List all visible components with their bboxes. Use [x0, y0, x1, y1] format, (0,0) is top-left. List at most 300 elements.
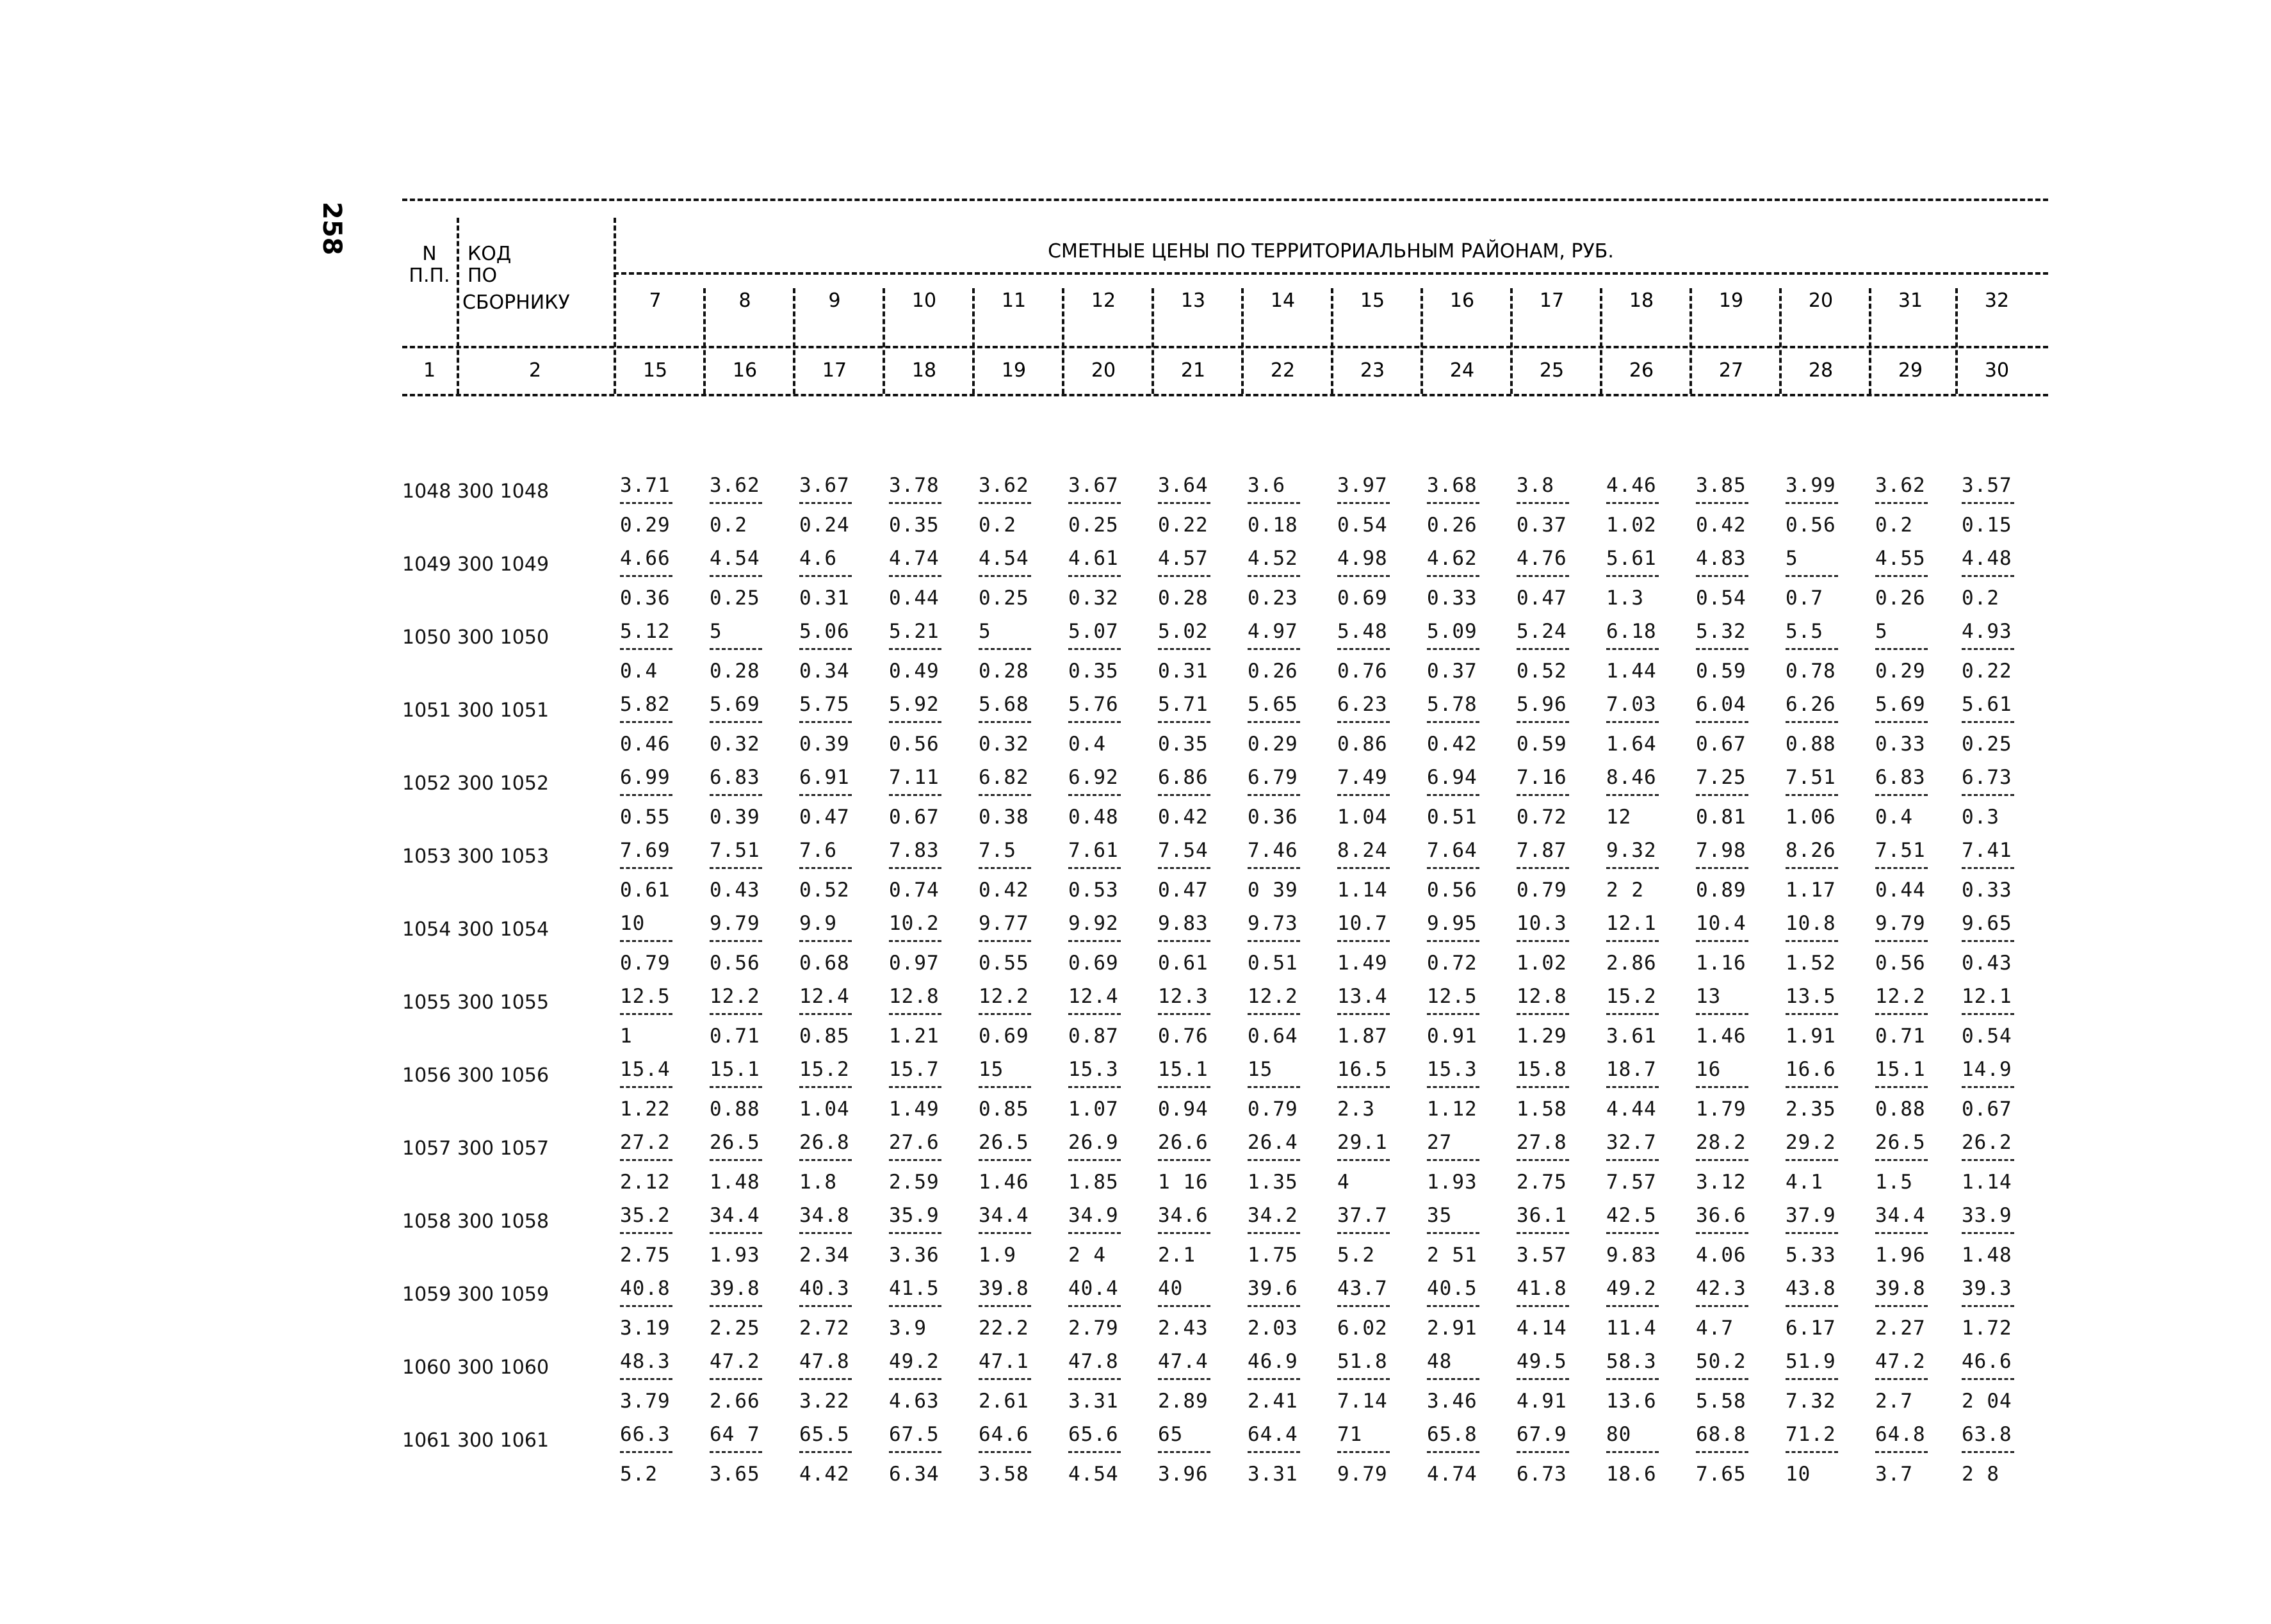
price-component: 1.79: [1696, 1098, 1746, 1121]
fraction-bar: [979, 502, 1031, 504]
column-number: 19: [1001, 359, 1027, 382]
price-component: 0.22: [1158, 514, 1209, 537]
price-component: 0.54: [1962, 1025, 2012, 1048]
header-divider: [793, 288, 795, 394]
estimated-price: 26.6: [1158, 1131, 1209, 1154]
row-label: 1057 300 1057: [402, 1137, 549, 1160]
price-cell: [1962, 1423, 2039, 1496]
price-component: 0.88: [1875, 1098, 1926, 1121]
price-cell: [1786, 1058, 1862, 1131]
price-component: 1.06: [1786, 806, 1836, 829]
price-component: 0.39: [799, 733, 850, 756]
header-top-rule: [402, 199, 2048, 201]
table-row: [402, 1058, 2048, 1131]
estimated-price: 35.2: [620, 1204, 671, 1227]
estimated-price: 47.2: [710, 1350, 760, 1373]
estimated-price: 6.04: [1696, 693, 1746, 716]
fraction-bar: [620, 721, 672, 723]
page-number: 258: [317, 202, 346, 256]
price-cell: [1517, 912, 1593, 985]
column-number: 26: [1629, 359, 1654, 382]
fraction-bar: [620, 1451, 672, 1453]
price-component: 3.96: [1158, 1463, 1209, 1486]
fraction-bar: [1606, 502, 1659, 504]
price-component: 0.56: [889, 733, 940, 756]
fraction-bar: [799, 648, 852, 650]
fraction-bar: [889, 1305, 941, 1307]
district-column-header: 7: [649, 289, 662, 312]
fraction-bar: [799, 940, 852, 942]
price-cell: [710, 1131, 786, 1204]
district-column-header: 32: [1984, 289, 2010, 312]
price-component: 3.9: [889, 1317, 927, 1340]
estimated-price: 7.25: [1696, 766, 1746, 789]
price-component: 2.41: [1248, 1390, 1298, 1413]
estimated-price: 6.83: [710, 766, 760, 789]
estimated-price: 42.3: [1696, 1277, 1746, 1300]
price-cell: [1786, 766, 1862, 839]
price-cell: [1606, 1423, 1683, 1496]
fraction-bar: [1248, 1451, 1300, 1453]
fraction-bar: [1696, 1232, 1748, 1234]
price-component: 2.34: [799, 1244, 850, 1267]
price-component: 3.12: [1696, 1171, 1746, 1194]
column-number: 21: [1180, 359, 1206, 382]
price-component: 2.3: [1337, 1098, 1375, 1121]
row-label: 1059 300 1059: [402, 1283, 549, 1306]
fraction-bar: [1517, 502, 1569, 504]
fraction-bar: [799, 1232, 852, 1234]
price-cell: [889, 1423, 966, 1496]
price-cell: [1786, 985, 1862, 1058]
fraction-bar: [1962, 1451, 2014, 1453]
fraction-bar: [799, 1451, 852, 1453]
column-number: 28: [1808, 359, 1834, 382]
price-cell: [799, 1131, 876, 1204]
fraction-bar: [1606, 1086, 1659, 1088]
fraction-bar: [799, 1086, 852, 1088]
fraction-bar: [620, 1159, 672, 1161]
fraction-bar: [710, 1159, 762, 1161]
fraction-bar: [1786, 1086, 1838, 1088]
price-cell: [620, 693, 697, 766]
fraction-bar: [710, 867, 762, 869]
fraction-bar: [1517, 1232, 1569, 1234]
estimated-price: 47.8: [1068, 1350, 1119, 1373]
price-component: 0.29: [1248, 733, 1298, 756]
price-component: 1.16: [1696, 952, 1746, 975]
district-column-header: 15: [1360, 289, 1385, 312]
price-component: 1.58: [1517, 1098, 1567, 1121]
price-cell: [979, 1131, 1055, 1204]
table-row: [402, 985, 2048, 1058]
fraction-bar: [1962, 721, 2014, 723]
fraction-bar: [1517, 1378, 1569, 1380]
estimated-price: 65: [1158, 1423, 1184, 1446]
fraction-bar: [620, 1013, 672, 1015]
district-column-header: 31: [1898, 289, 1923, 312]
price-component: 1.46: [979, 1171, 1029, 1194]
price-component: 0.72: [1517, 806, 1567, 829]
price-cell: [1606, 1131, 1683, 1204]
fraction-bar: [979, 1305, 1031, 1307]
estimated-price: 4.54: [979, 547, 1029, 570]
estimated-price: 39.8: [979, 1277, 1029, 1300]
price-cell: [1337, 912, 1414, 985]
fraction-bar: [710, 794, 762, 796]
price-component: 0.89: [1696, 879, 1746, 902]
fraction-bar: [1068, 1378, 1121, 1380]
price-cell: [620, 912, 697, 985]
price-component: 0.2: [1962, 587, 1999, 610]
price-cell: [1786, 1204, 1862, 1277]
estimated-price: 7.5: [979, 839, 1016, 862]
column-number: 24: [1449, 359, 1475, 382]
estimated-price: 10.7: [1337, 912, 1388, 935]
col-num-label-line2: П.П.: [409, 264, 450, 287]
price-cell: [889, 912, 966, 985]
fraction-bar: [1606, 1305, 1659, 1307]
price-cell: [1427, 1131, 1504, 1204]
estimated-price: 5.68: [979, 693, 1029, 716]
price-cell: [1606, 547, 1683, 620]
fraction-bar: [1696, 1086, 1748, 1088]
fraction-bar: [1068, 1232, 1121, 1234]
estimated-price: 39.8: [1875, 1277, 1926, 1300]
estimated-price: 34.6: [1158, 1204, 1209, 1227]
fraction-bar: [1696, 648, 1748, 650]
fraction-bar: [1517, 867, 1569, 869]
price-component: 2.79: [1068, 1317, 1119, 1340]
estimated-price: 5.96: [1517, 693, 1567, 716]
fraction-bar: [979, 1451, 1031, 1453]
price-component: 0.52: [1517, 660, 1567, 683]
estimated-price: 34.2: [1248, 1204, 1298, 1227]
price-component: 2.89: [1158, 1390, 1209, 1413]
price-component: 0.76: [1158, 1025, 1209, 1048]
district-column-header: 8: [738, 289, 751, 312]
estimated-price: 15.3: [1068, 1058, 1119, 1081]
estimated-price: 16: [1696, 1058, 1722, 1081]
price-cell: [710, 1277, 786, 1350]
fraction-bar: [1068, 1451, 1121, 1453]
price-cell: [1517, 1058, 1593, 1131]
price-cell: [889, 985, 966, 1058]
fraction-bar: [1337, 648, 1390, 650]
price-component: 1.72: [1962, 1317, 2012, 1340]
column-number: 29: [1898, 359, 1923, 382]
price-component: 3.19: [620, 1317, 671, 1340]
price-cell: [889, 839, 966, 912]
price-cell: [1696, 693, 1773, 766]
price-cell: [620, 547, 697, 620]
fraction-bar: [979, 575, 1031, 577]
header-divider: [972, 288, 975, 394]
price-cell: [799, 1204, 876, 1277]
fraction-bar: [1606, 721, 1659, 723]
fraction-bar: [1606, 1159, 1659, 1161]
price-cell: [1337, 1131, 1414, 1204]
price-component: 0.25: [979, 587, 1029, 610]
header-divider: [1420, 288, 1423, 394]
header-divider: [883, 288, 885, 394]
price-cell: [889, 474, 966, 547]
price-cell: [710, 1423, 786, 1496]
fraction-bar: [1696, 794, 1748, 796]
price-component: 7.14: [1337, 1390, 1388, 1413]
estimated-price: 7.98: [1696, 839, 1746, 862]
estimated-price: 9.73: [1248, 912, 1298, 935]
price-component: 2.25: [710, 1317, 760, 1340]
price-component: 0.87: [1068, 1025, 1119, 1048]
row-label: 1056 300 1056: [402, 1064, 549, 1087]
estimated-price: 7.64: [1427, 839, 1477, 862]
fraction-bar: [710, 1086, 762, 1088]
price-component: 0.4: [1875, 806, 1913, 829]
estimated-price: 39.6: [1248, 1277, 1298, 1300]
table-row: [402, 620, 2048, 693]
price-cell: [1517, 1350, 1593, 1423]
fraction-bar: [1875, 575, 1928, 577]
price-component: 2.91: [1427, 1317, 1477, 1340]
price-component: 0.56: [1875, 952, 1926, 975]
price-cell: [1427, 912, 1504, 985]
price-cell: [979, 912, 1055, 985]
fraction-bar: [1962, 1305, 2014, 1307]
price-cell: [1875, 1204, 1952, 1277]
price-cell: [1517, 547, 1593, 620]
fraction-bar: [1606, 1378, 1659, 1380]
fraction-bar: [979, 794, 1031, 796]
estimated-price: 67.9: [1517, 1423, 1567, 1446]
price-cell: [1337, 839, 1414, 912]
price-component: 0.97: [889, 952, 940, 975]
fraction-bar: [1875, 648, 1928, 650]
estimated-price: 26.5: [710, 1131, 760, 1154]
fraction-bar: [979, 1232, 1031, 1234]
price-cell: [979, 693, 1055, 766]
price-component: 1.04: [799, 1098, 850, 1121]
fraction-bar: [889, 721, 941, 723]
price-component: 0.56: [1427, 879, 1477, 902]
estimated-price: 41.8: [1517, 1277, 1567, 1300]
row-label: 1051 300 1051: [402, 699, 549, 722]
district-column-header: 11: [1001, 289, 1027, 312]
price-cell: [1875, 474, 1952, 547]
price-cell: [1962, 985, 2039, 1058]
fraction-bar: [620, 1378, 672, 1380]
estimated-price: 34.4: [1875, 1204, 1926, 1227]
price-cell: [1248, 620, 1324, 693]
fraction-bar: [1606, 867, 1659, 869]
fraction-bar: [1875, 794, 1928, 796]
price-cell: [1158, 1204, 1235, 1277]
estimated-price: 16.6: [1786, 1058, 1836, 1081]
price-component: 0.2: [1875, 514, 1913, 537]
price-component: 1.8: [799, 1171, 837, 1194]
fraction-bar: [889, 1451, 941, 1453]
price-cell: [1517, 620, 1593, 693]
fraction-bar: [1248, 1305, 1300, 1307]
price-component: 0.31: [799, 587, 850, 610]
estimated-price: 47.4: [1158, 1350, 1209, 1373]
price-cell: [1158, 1277, 1235, 1350]
estimated-price: 4.55: [1875, 547, 1926, 570]
estimated-price: 4.48: [1962, 547, 2012, 570]
price-cell: [1248, 839, 1324, 912]
estimated-price: 3.64: [1158, 474, 1209, 497]
price-component: 0.48: [1068, 806, 1119, 829]
fraction-bar: [710, 648, 762, 650]
price-cell: [1696, 474, 1773, 547]
price-cell: [1606, 839, 1683, 912]
estimated-price: 6.73: [1962, 766, 2012, 789]
fraction-bar: [1068, 1305, 1121, 1307]
price-component: 4.42: [799, 1463, 850, 1486]
price-component: 4.91: [1517, 1390, 1567, 1413]
estimated-price: 6.99: [620, 766, 671, 789]
price-cell: [1337, 620, 1414, 693]
fraction-bar: [1696, 940, 1748, 942]
fraction-bar: [979, 940, 1031, 942]
estimated-price: 8.46: [1606, 766, 1657, 789]
fraction-bar: [1068, 794, 1121, 796]
estimated-price: 4.83: [1696, 547, 1746, 570]
col-code-label-line3: СБОРНИКУ: [462, 291, 570, 314]
fraction-bar: [1068, 940, 1121, 942]
fraction-bar: [1337, 867, 1390, 869]
district-column-header: 12: [1091, 289, 1116, 312]
estimated-price: 13.5: [1786, 985, 1836, 1008]
column-number: 1: [423, 359, 436, 382]
fraction-bar: [1158, 794, 1210, 796]
fraction-bar: [1875, 1086, 1928, 1088]
price-cell: [620, 1131, 697, 1204]
fraction-bar: [620, 940, 672, 942]
price-component: 0.88: [710, 1098, 760, 1121]
fraction-bar: [1606, 648, 1659, 650]
estimated-price: 12.1: [1962, 985, 2012, 1008]
estimated-price: 15: [1248, 1058, 1273, 1081]
estimated-price: 15.2: [1606, 985, 1657, 1008]
price-cell: [1517, 1423, 1593, 1496]
price-cell: [1875, 1131, 1952, 1204]
estimated-price: 7.54: [1158, 839, 1209, 862]
estimated-price: 15.1: [1875, 1058, 1926, 1081]
price-component: 0.37: [1517, 514, 1567, 537]
price-component: 0.86: [1337, 733, 1388, 756]
price-cell: [1427, 1058, 1504, 1131]
price-component: 0.56: [710, 952, 760, 975]
estimated-price: 8.24: [1337, 839, 1388, 862]
estimated-price: 12.8: [889, 985, 940, 1008]
table-row: [402, 1423, 2048, 1496]
estimated-price: 3.67: [1068, 474, 1119, 497]
price-cell: [620, 474, 697, 547]
price-cell: [1786, 1277, 1862, 1350]
price-cell: [1427, 839, 1504, 912]
price-cell: [1517, 1204, 1593, 1277]
fraction-bar: [1068, 1159, 1121, 1161]
price-cell: [1786, 1350, 1862, 1423]
price-cell: [710, 1204, 786, 1277]
price-component: 2.61: [979, 1390, 1029, 1413]
price-component: 1.49: [889, 1098, 940, 1121]
price-cell: [979, 620, 1055, 693]
estimated-price: 28.2: [1696, 1131, 1746, 1154]
estimated-price: 27.6: [889, 1131, 940, 1154]
estimated-price: 8.26: [1786, 839, 1836, 862]
fraction-bar: [1158, 1013, 1210, 1015]
estimated-price: 6.83: [1875, 766, 1926, 789]
row-label: 1048 300 1048: [402, 480, 549, 503]
estimated-price: 3.97: [1337, 474, 1388, 497]
price-component: 0.94: [1158, 1098, 1209, 1121]
price-component: 0.42: [979, 879, 1029, 902]
estimated-price: 49.2: [1606, 1277, 1657, 1300]
price-cell: [1068, 620, 1145, 693]
price-component: 0.33: [1427, 587, 1477, 610]
price-cell: [1427, 474, 1504, 547]
price-component: 1.93: [1427, 1171, 1477, 1194]
price-component: 0.37: [1427, 660, 1477, 683]
price-component: 4.1: [1786, 1171, 1823, 1194]
fraction-bar: [1068, 867, 1121, 869]
price-cell: [1786, 693, 1862, 766]
price-cell: [1427, 547, 1504, 620]
fraction-bar: [620, 502, 672, 504]
price-component: 2.66: [710, 1390, 760, 1413]
estimated-price: 3.57: [1962, 474, 2012, 497]
price-component: 3.57: [1517, 1244, 1567, 1267]
estimated-price: 15.3: [1427, 1058, 1477, 1081]
header-divider: [1869, 288, 1871, 394]
estimated-price: 27.2: [620, 1131, 671, 1154]
fraction-bar: [1962, 1013, 2014, 1015]
fraction-bar: [1696, 502, 1748, 504]
fraction-bar: [979, 1086, 1031, 1088]
price-cell: [889, 693, 966, 766]
fraction-bar: [1962, 575, 2014, 577]
fraction-bar: [620, 575, 672, 577]
price-component: 1.02: [1606, 514, 1657, 537]
estimated-price: 15.4: [620, 1058, 671, 1081]
price-component: 1.12: [1427, 1098, 1477, 1121]
price-component: 1.85: [1068, 1171, 1119, 1194]
price-component: 5.2: [1337, 1244, 1375, 1267]
price-component: 0.32: [1068, 587, 1119, 610]
price-component: 2.75: [620, 1244, 671, 1267]
price-component: 1.93: [710, 1244, 760, 1267]
price-cell: [1248, 1277, 1324, 1350]
estimated-price: 9.83: [1158, 912, 1209, 935]
estimated-price: 5.76: [1068, 693, 1119, 716]
price-cell: [1875, 620, 1952, 693]
price-component: 0.51: [1248, 952, 1298, 975]
price-component: 0.71: [1875, 1025, 1926, 1048]
fraction-bar: [1337, 1378, 1390, 1380]
estimated-price: 7.51: [1786, 766, 1836, 789]
header-divider: [1241, 288, 1244, 394]
price-component: 0.25: [710, 587, 760, 610]
price-cell: [889, 1131, 966, 1204]
price-component: 0.35: [1068, 660, 1119, 683]
fraction-bar: [1786, 867, 1838, 869]
price-cell: [1248, 693, 1324, 766]
estimated-price: 12.2: [1875, 985, 1926, 1008]
fraction-bar: [979, 1378, 1031, 1380]
district-column-header: 13: [1180, 289, 1206, 312]
